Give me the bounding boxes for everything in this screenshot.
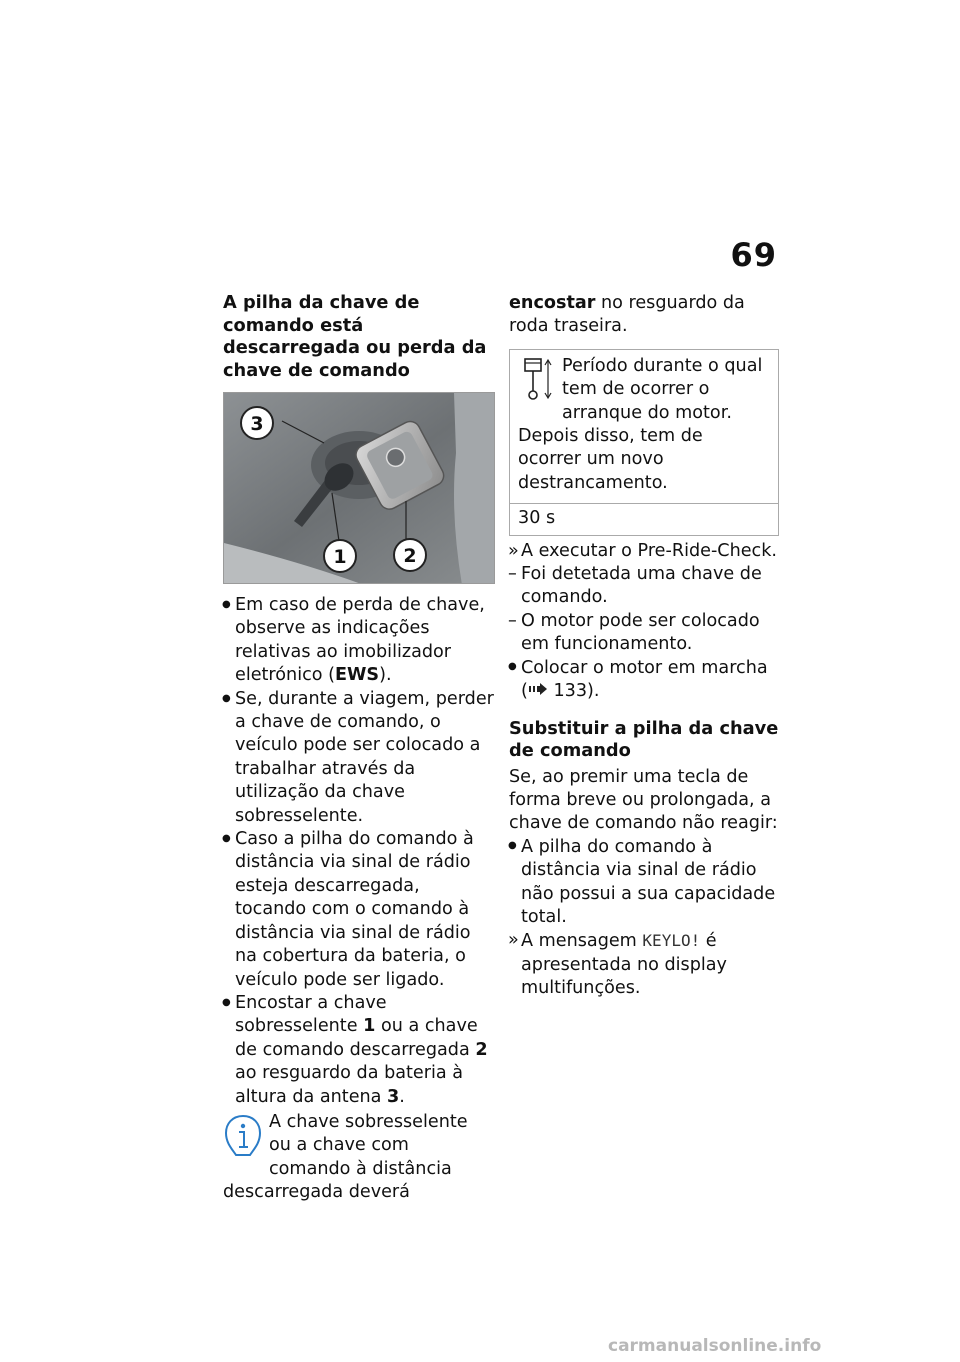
condition-marker: – xyxy=(508,564,517,585)
table-description: Período durante o qual tem de ocorrer o arranque do motor. Depois disso, tem de ocorrer um novo destrancamento. xyxy=(518,355,763,493)
display-message-code: KEYLO! xyxy=(642,931,701,951)
bullet-list xyxy=(223,594,495,1109)
list-item: » A executar o Pre-Ride-Check. xyxy=(509,540,779,563)
info-icon xyxy=(223,1113,263,1161)
condition-marker: – xyxy=(508,610,517,631)
result-marker: » xyxy=(508,930,519,951)
watermark: carmanualsonline.info xyxy=(608,1336,822,1356)
list-item: ● Se, durante a viagem, perder a chave de comando, o veículo pode ser colocado a trabalhar através da utilização da chave sobresselente. xyxy=(223,688,495,828)
key-fob-figure xyxy=(223,392,495,584)
page-reference-arrow-icon xyxy=(528,683,548,695)
engine-piston-icon xyxy=(522,357,554,403)
paragraph: Se, ao premir uma tecla de forma breve ou prolongada, a chave de comando não reagir: xyxy=(509,766,778,834)
bullet-marker xyxy=(222,688,231,713)
table-value: 30 s xyxy=(518,508,556,529)
right-column xyxy=(509,292,779,1001)
info-note-text: A chave sobresselente ou a chave com comando à distância descarregada deverá xyxy=(223,1111,468,1203)
list-item: – O motor pode ser colocado em funcionamento. xyxy=(508,610,760,655)
list-item: ● Em caso de perda de chave, observe as indicações relativas ao imobilizador eletrónico (EWS). xyxy=(223,594,495,688)
result-marker: » xyxy=(508,540,519,561)
technical-data-table xyxy=(509,349,779,536)
continuation-text: encostar no resguardo da roda traseira. xyxy=(509,293,745,337)
bullet-marker xyxy=(222,594,231,619)
left-column xyxy=(223,292,495,1205)
page-reference[interactable]: 133). xyxy=(547,681,600,702)
list-item: ● Caso a pilha do comando à distância via sinal de rádio esteja descarregada, tocando com o comando à distância via sinal de rádio na cobertura da bateria, o veículo pode ser ligado. xyxy=(223,828,495,992)
section-heading-battery: Substituir a pilha da chave de comando xyxy=(509,717,779,761)
info-note xyxy=(223,1111,495,1205)
key-fob-illustration xyxy=(224,393,495,584)
page-number: 69 xyxy=(730,236,777,274)
bullet-marker: ● xyxy=(508,839,517,851)
callout-2: 2 xyxy=(403,545,417,567)
table-description-cell xyxy=(510,350,778,504)
list-item: ● Colocar o motor em marcha ( 133). xyxy=(509,657,779,704)
step-list-2 xyxy=(509,836,779,1001)
list-item: – Foi detetada uma chave de comando. xyxy=(508,564,762,608)
section-heading: A pilha da chave de comando está descarregada ou perda da chave de comando xyxy=(223,292,487,381)
list-item: ● A pilha do comando à distância via sinal de rádio não possui a sua capacidade total. xyxy=(509,836,779,930)
bullet-marker xyxy=(222,828,231,853)
bullet-marker xyxy=(222,992,231,1017)
list-item: » A mensagem KEYLO! é apresentada no display multifunções. xyxy=(508,930,727,999)
list-item: ● Encostar a chave sobresselente 1 ou a chave de comando descarregada 2 ao resguardo da bateria à altura da antena 3. xyxy=(223,992,495,1109)
callout-1: 1 xyxy=(333,546,347,568)
ews-term: EWS xyxy=(334,665,380,686)
callout-3: 3 xyxy=(250,413,264,435)
step-list xyxy=(509,540,779,704)
bullet-marker: ● xyxy=(508,660,517,672)
